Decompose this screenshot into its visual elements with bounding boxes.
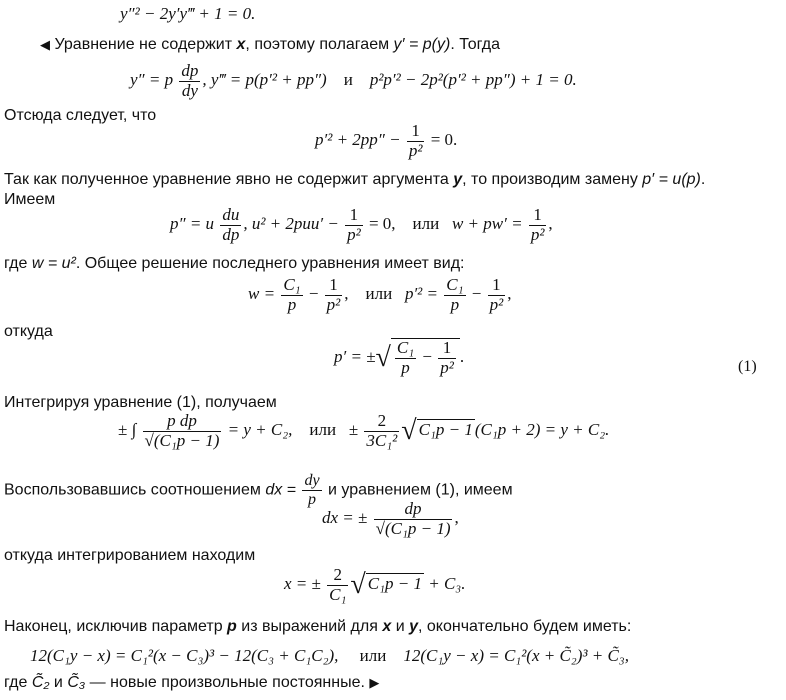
equation-line-16: dx = ± $\frac{dp}{\text{√(C₁p − 1)}}$ , [322,499,459,538]
equation-line-12: p′ = ±√ $\frac{\text{C₁}}{p}$ − $\frac{1}{\text{p²}}$ . [334,338,465,377]
text-line-21: где C̃₂ и C̃₃ — новые произвольные постоянные. ▶ [4,674,380,691]
text-line-11: откуда [4,323,53,340]
solution-start-triangle-icon: ◀ [40,37,50,52]
text-line-15: Воспользовавшись соотношением dx = $\frac{dy}{p}$ и уравнением (1), имеем [4,472,513,508]
text-line-17: откуда интегрированием находим [4,547,256,564]
text-line-2: ◀ Уравнение не содержит x, поэтому полагаем y′ = p(y). Тогда [40,36,501,53]
equation-line-1: y″² − 2y′y‴ + 1 = 0. [120,4,256,23]
equation-line-5: p′² + 2pp″ − $\frac{1}{\text{p²}}$ = 0. [315,121,458,160]
equation-line-18: x = ± $\frac{2}{\text{C₁}}$ √ C₁p − 1 + C₃. [284,565,466,604]
text-line-9: где w = u². Общее решение последнего уравнения имеет вид: [4,255,465,272]
text-line-13: Интегрируя уравнение (1), получаем [4,394,277,411]
equation-line-10: w = $\frac{\text{C₁}}{p}$ − $\frac{1}{\text{p²}}$ , или p′² = $\frac{\text{C₁}}{p}$ − $\frac{1}{\text{p²}}$ , [248,275,512,314]
text-line-7: Имеем [4,191,56,208]
equation-line-8: p″ = u $\frac{du}{dp}$ , u² + 2puu′ − $\frac{1}{\text{p²}}$ = 0, или w + pw′ = $\frac{1}{\text{p²}}$ , [170,205,553,244]
equation-line-14: ± ∫ $\frac{\text{p dp}}{\text{√(C₁p − 1)}}$ = y + C₂, или ± $\frac{2}{\text{3C₁²}}$ √ C₁p − 1 (C₁p + 2) = y + C₂. [118,411,610,450]
text-line-6: Так как полученное уравнение явно не содержит аргумента y, то производим замену p′ = u(p). [4,171,706,188]
solution-end-triangle-icon: ▶ [369,675,380,690]
equation-line-3: y″ = p $\frac{dp}{dy}$ , y‴ = p(p′² + pp″) и p²p′² − 2p²(p′² + pp″) + 1 = 0. [130,61,577,100]
text-line-4: Отсюда следует, что [4,107,157,124]
text-line-19: Наконец, исключив параметр p из выражений для x и y, окончательно будем иметь: [4,618,632,635]
equation-line-20: 12(C₁y − x) = C₁²(x − C₃)³ − 12(C₃ + C₁C₂), или 12(C₁y − x) = C₁²(x + C̃₂)³ + C̃₃, [30,646,629,665]
equation-number-1: (1) [738,358,757,375]
